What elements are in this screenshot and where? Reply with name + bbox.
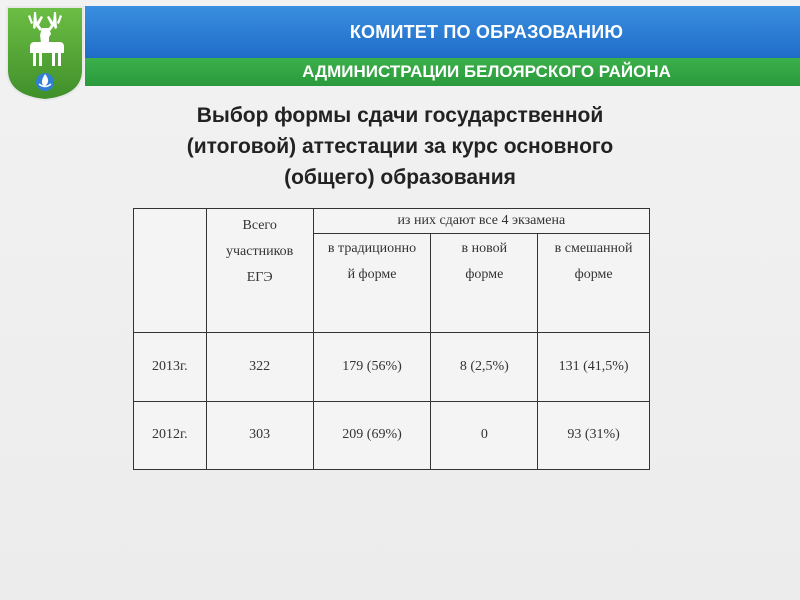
row-year: 2012г. — [134, 401, 207, 469]
header-new-form: в новой форме — [431, 233, 538, 332]
header-all-four-exams: из них сдают все 4 экзамена — [313, 209, 649, 234]
row-total: 322 — [206, 333, 313, 401]
row-year: 2013г. — [134, 333, 207, 401]
row-traditional: 209 (69%) — [313, 401, 431, 469]
header-traditional-form: в традиционно й форме — [313, 233, 431, 332]
exam-form-table — [133, 208, 650, 470]
page-title — [110, 100, 690, 193]
reindeer-emblem-icon — [4, 4, 86, 102]
table-corner-cell — [134, 209, 207, 333]
table-row — [134, 333, 650, 401]
title-line-3: (общего) образования — [284, 166, 516, 189]
row-mixed: 131 (41,5%) — [538, 333, 650, 401]
header — [0, 0, 800, 88]
header-mixed-form: в смешанной форме — [538, 233, 650, 332]
header-total-participants: Всего участников ЕГЭ — [206, 209, 313, 333]
row-new: 0 — [431, 401, 538, 469]
header-green-bar — [85, 58, 800, 86]
administration-title: АДМИНИСТРАЦИИ БЕЛОЯРСКОГО РАЙОНА — [302, 62, 671, 81]
row-traditional: 179 (56%) — [313, 333, 431, 401]
row-total: 303 — [206, 401, 313, 469]
row-mixed: 93 (31%) — [538, 401, 650, 469]
table-row — [134, 401, 650, 469]
title-line-2: (итоговой) аттестации за курс основного — [186, 135, 614, 158]
title-line-1: Выбор формы сдачи государственной — [196, 104, 604, 127]
committee-title: КОМИТЕТ ПО ОБРАЗОВАНИЮ — [349, 21, 624, 42]
header-blue-bar — [85, 6, 800, 58]
row-new: 8 (2,5%) — [431, 333, 538, 401]
